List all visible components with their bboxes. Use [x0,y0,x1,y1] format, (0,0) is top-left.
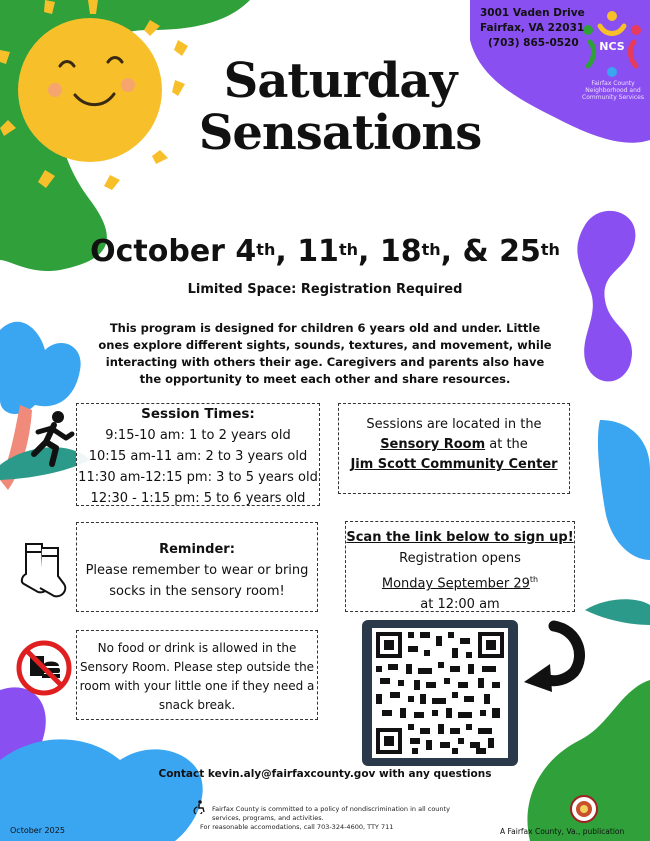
reminder-text: Please remember to wear or bring socks in the sensory room! [85,563,309,599]
session-item: 12:30 - 1:15 pm: 5 to 6 years old [90,491,306,506]
curved-arrow-icon [520,620,590,694]
session-times-heading: Session Times: [141,406,255,422]
phone-number: (703) 865-0520 [488,37,579,49]
signup-box [345,521,575,612]
date-1: October 4 [90,234,257,269]
ncs-logo-text: NCS [599,40,625,53]
location-mid: at the [489,437,528,452]
reminder-heading: Reminder: [159,542,235,557]
running-person-icon [28,410,76,468]
registration-opens: Registration opens [399,551,521,566]
date-suffix: th [540,240,560,259]
address-block [480,6,585,51]
session-times-box [76,403,320,506]
blue-leaf-right [598,420,650,560]
session-item: 10:15 am-11 am: 2 to 3 years old [88,449,308,464]
community-center-label: Jim Scott Community Center [350,457,558,472]
footer-notice [200,805,460,832]
event-dates: October 4th, 11th, 18th, & 25th [90,234,560,269]
address-line-2: Fairfax, VA 22031 [480,22,585,34]
nondiscrimination-text: Fairfax County is committed to a policy of nondiscrimination in all county services, programs, and activities. [212,805,450,822]
reminder-box [76,522,318,612]
date-3: 18 [379,234,422,269]
date-suffix: th [338,240,358,259]
registration-date-suffix: th [529,575,539,584]
ncs-logo-caption: Fairfax County Neighborhood and Community Services [582,80,644,101]
registration-time: at 12:00 am [420,597,500,613]
publication-credit: A Fairfax County, Va., publication [500,827,625,836]
sensory-room-label: Sensory Room [380,437,486,452]
food-policy-box [76,630,318,720]
contact-line: Contact kevin.aly@fairfaxcounty.gov with any questions [158,768,492,780]
date-suffix: th [256,240,276,259]
page-title [150,55,530,159]
title-line-1: Saturday [223,53,457,109]
program-description: This program is designed for children 6 years old and under. Little ones explore different sights, sounds, textures, and movement, while interacting with others their age. Caregivers and parents also have the opportunity to meet each other and share resources. [98,321,552,386]
accommodations-text: For reasonable accomodations, call 703-324-4600, TTY 711 [200,823,394,831]
blue-flower-left [0,322,81,414]
session-item: 9:15-10 am: 1 to 2 years old [105,428,291,443]
date-suffix: th [421,240,441,259]
socks-icon [18,540,70,598]
food-policy-text: No food or drink is allowed in the Sensory Room. Please step outside the room with your little one if they need a snack break. [79,641,315,712]
date-2: 11 [297,234,339,269]
location-prefix: Sessions are located in the [366,417,542,432]
signup-heading: Scan the link below to sign up! [346,530,574,545]
ncs-logo-icon [578,8,646,78]
title-line-2: Sensations [198,105,482,161]
registration-notice: Limited Space: Registration Required [187,282,463,297]
qr-code-icon[interactable] [362,620,518,766]
footer-date: October 2025 [10,826,65,835]
county-seal-icon [570,795,598,823]
address-line-1: 3001 Vaden Drive [480,7,585,19]
no-food-icon [16,640,72,696]
location-box [338,403,570,494]
session-item: 11:30 am-12:15 pm: 3 to 5 years old [78,470,318,485]
teal-leaf-right [585,599,650,625]
registration-date: Monday September 29 [381,576,530,592]
date-4: 25 [499,234,541,269]
